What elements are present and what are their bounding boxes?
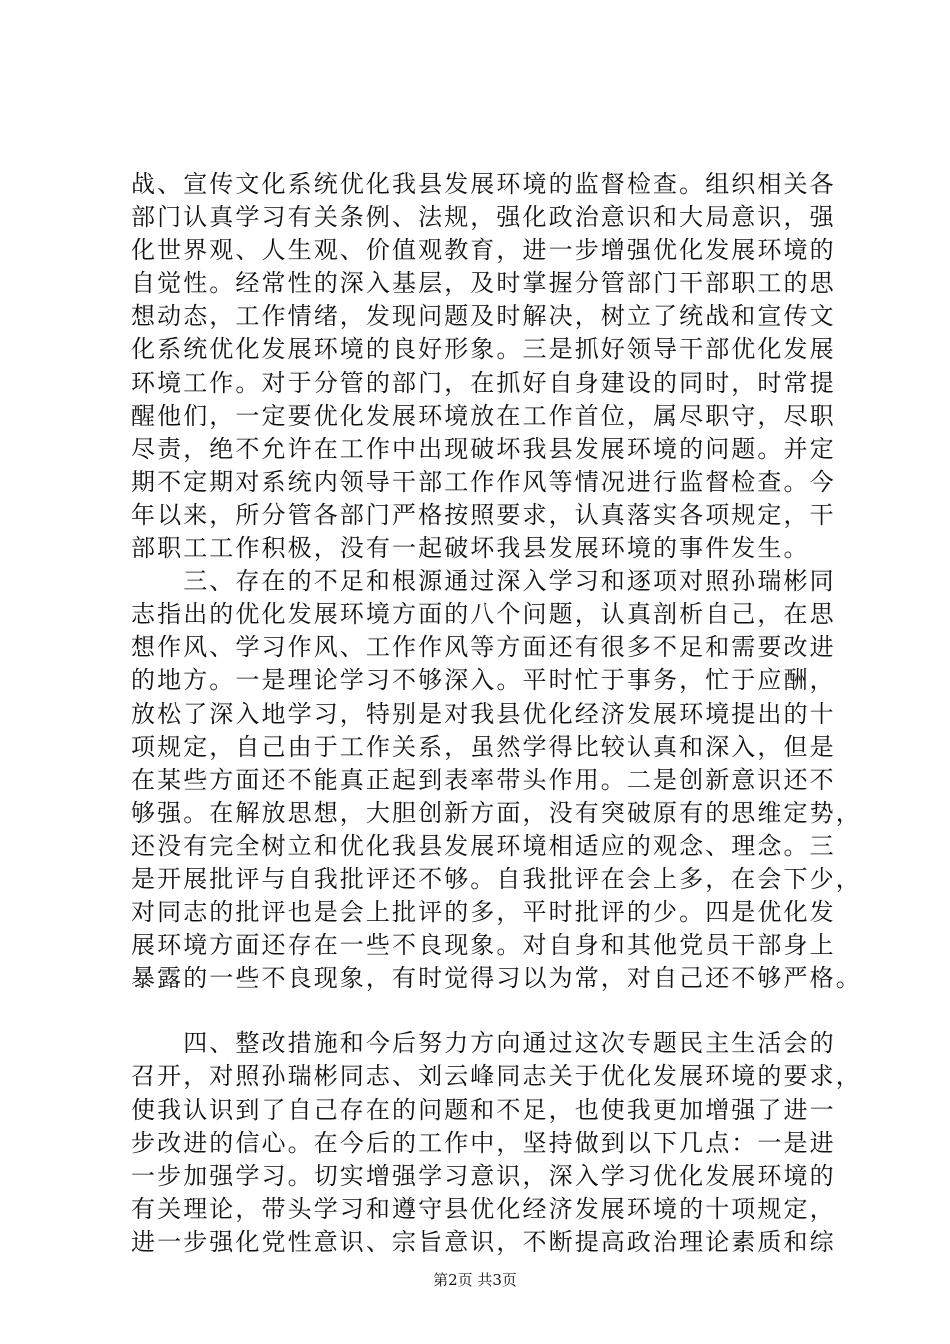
text-line: 环境工作。对于分管的部门，在抓好自身建设的同时，时常提 [131,368,836,397]
text-line: 在某些方面还不能真正起到表率带头作用。二是创新意识还不 [131,765,836,794]
text-line: 年以来，所分管各部门严格按照要求，认真落实各项规定，干 [131,500,836,529]
text-line: 部门认真学习有关条例、法规，强化政治意识和大局意识，强 [131,203,836,232]
text-line: 是开展批评与自我批评还不够。自我批评在会上多，在会下少， [131,864,862,893]
text-line: 三、存在的不足和根源通过深入学习和逐项对照孙瑞彬同 [131,567,836,596]
text-line: 战、宣传文化系统优化我县发展环境的监督检查。组织相关各 [131,170,836,198]
text-line: 使我认识到了自己存在的问题和不足，也使我更加增强了进一 [131,1095,836,1124]
text-line: 展环境方面还存在一些不良现象。对自身和其他党员干部身上 [131,931,836,960]
text-line: 化世界观、人生观、价值观教育，进一步增强优化发展环境的 [131,236,836,265]
paragraph-3 [131,1027,862,1259]
text-line: 进一步强化党性意识、宗旨意识，不断提高政治理论素质和综 [131,1227,836,1256]
text-line: 尽责，绝不允许在工作中出现破坏我县发展环境的问题。并定 [131,434,836,463]
text-line: 步改进的信心。在今后的工作中，坚持做到以下几点：一是进 [131,1128,836,1157]
text-line: 召开，对照孙瑞彬同志、刘云峰同志关于优化发展环境的要求， [131,1062,862,1091]
text-line: 醒他们，一定要优化发展环境放在工作首位，属尽职守，尽职 [131,401,836,430]
text-line: 对同志的批评也是会上批评的多，平时批评的少。四是优化发 [131,898,836,927]
paragraph-1 [131,168,836,565]
paragraph-2 [131,565,862,995]
paragraph-spacer [131,995,831,1027]
text-line: 有关理论，带头学习和遵守县优化经济发展环境的十项规定， [131,1194,836,1223]
text-line: 项规定，自己由于工作关系，虽然学得比较认真和深入，但是 [131,732,836,761]
text-line: 的地方。一是理论学习不够深入。平时忙于事务，忙于应酬， [131,666,836,695]
text-line: 部职工工作积极，没有一起破坏我县发展环境的事件发生。 [131,534,810,563]
text-line: 自觉性。经常性的深入基层，及时掌握分管部门干部职工的思 [131,269,836,298]
text-line: 还没有完全树立和优化我县发展环境相适应的观念、理念。三 [131,831,836,860]
text-line: 期不定期对系统内领导干部工作作风等情况进行监督检查。今 [131,467,836,496]
text-line: 够强。在解放思想，大胆创新方面，没有突破原有的思维定势， [131,798,862,827]
text-line: 四、整改措施和今后努力方向通过这次专题民主生活会的 [131,1029,836,1058]
text-line: 一步加强学习。切实增强学习意识，深入学习优化发展环境的 [131,1161,836,1190]
text-line: 想作风、学习作风、工作作风等方面还有很多不足和需要改进 [131,633,836,662]
page-number-footer: 第2页 共3页 [433,1271,517,1289]
text-line: 放松了深入地学习，特别是对我县优化经济发展环境提出的十 [131,699,836,728]
text-line: 化系统优化发展环境的良好形象。三是抓好领导干部优化发展 [131,335,836,364]
text-line: 暴露的一些不良现象，有时觉得习以为常，对自己还不够严格。 [131,964,862,993]
document-body [131,168,862,1259]
text-line: 想动态，工作情绪，发现问题及时解决，树立了统战和宣传文 [131,302,836,331]
text-line: 志指出的优化发展环境方面的八个问题，认真剖析自己，在思 [131,600,836,629]
